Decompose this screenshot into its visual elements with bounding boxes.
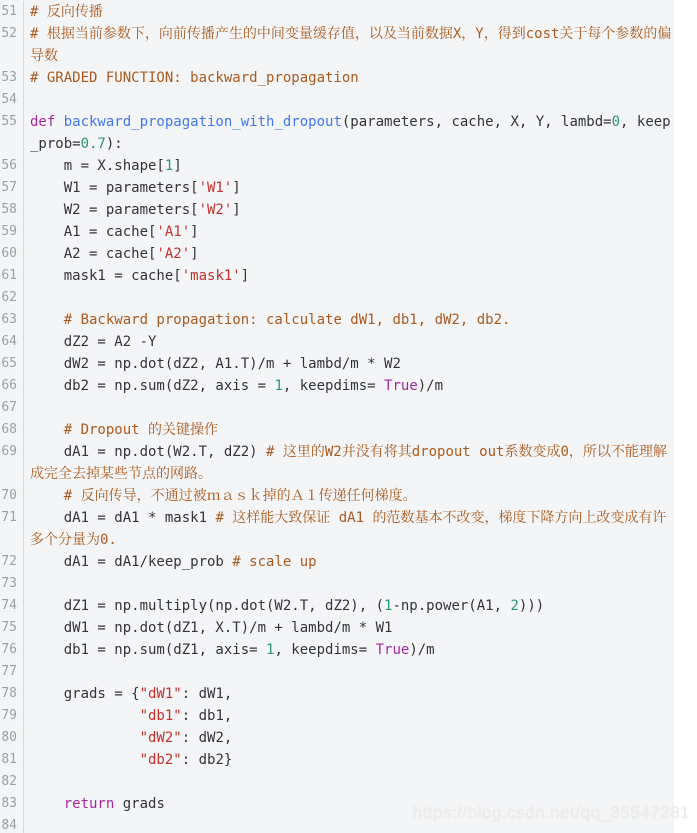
line-number: 72 xyxy=(0,551,24,573)
token-plain: dW1 = np.dot(dZ1, X.T)/m + lambd/m * W1 xyxy=(30,620,393,636)
token-plain: ] xyxy=(190,224,199,240)
code-line xyxy=(0,507,674,551)
code-text xyxy=(24,661,674,683)
token-number: 0 xyxy=(611,114,621,130)
code-text xyxy=(24,507,674,551)
code-text xyxy=(24,683,674,705)
code-line xyxy=(0,353,674,375)
line-number: 65 xyxy=(0,353,24,375)
code-line xyxy=(0,177,674,199)
code-text xyxy=(24,485,674,507)
token-plain: W1 = parameters[ xyxy=(30,180,199,196)
code-text xyxy=(24,771,674,793)
code-text xyxy=(24,111,674,155)
token-comment: # 根据当前参数下，向前传播产生的中间变量缓存值，以及当前数据X，Y，得到cost关于每个参数的偏导数 xyxy=(30,26,672,64)
line-number: 80 xyxy=(0,727,24,749)
line-number: 61 xyxy=(0,265,24,287)
line-number: 84 xyxy=(0,815,24,833)
code-line xyxy=(0,111,674,155)
line-number: 55 xyxy=(0,111,24,155)
token-plain xyxy=(30,752,140,768)
token-number: 0.7 xyxy=(80,136,106,152)
token-string: "db2" xyxy=(139,752,182,768)
token-keyword: True xyxy=(384,378,418,394)
code-text xyxy=(24,23,674,67)
line-number: 74 xyxy=(0,595,24,617)
code-line xyxy=(0,375,674,397)
token-comment: # 反向传导，不通过被ｍａｓｋ掉的Ａ１传递任何梯度。 xyxy=(63,488,417,504)
code-line xyxy=(0,639,674,661)
token-comment: # 这里的W2并没有将其dropout out系数变成0，所以不能理解成完全去掉某些节点的网路。 xyxy=(30,444,667,482)
code-line xyxy=(0,441,674,485)
token-comment: # 反向传播 xyxy=(30,4,103,20)
code-line xyxy=(0,397,674,419)
code-text xyxy=(24,331,674,353)
code-text xyxy=(24,287,674,309)
code-text xyxy=(24,177,674,199)
line-number: 63 xyxy=(0,309,24,331)
line-number: 62 xyxy=(0,287,24,309)
code-text xyxy=(24,441,674,485)
token-plain: ] xyxy=(190,246,199,262)
code-line xyxy=(0,617,674,639)
line-number: 68 xyxy=(0,419,24,441)
token-comment: # Dropout 的关键操作 xyxy=(63,422,219,438)
token-plain xyxy=(30,422,64,438)
token-number: 1 xyxy=(384,598,393,614)
code-text xyxy=(24,67,674,89)
code-text xyxy=(24,793,674,815)
line-number: 73 xyxy=(0,573,24,595)
code-line xyxy=(0,749,674,771)
token-plain: A1 = cache[ xyxy=(30,224,157,240)
token-plain xyxy=(30,708,140,724)
token-number: 1 xyxy=(266,642,275,658)
token-plain xyxy=(30,730,140,746)
token-number: 1 xyxy=(164,158,174,174)
token-string: 'A1' xyxy=(156,224,191,240)
token-plain: , keepdims= xyxy=(282,378,385,394)
code-line xyxy=(0,309,674,331)
csdn-watermark: https://blog.csdn.net/qq_35547281 xyxy=(412,803,690,822)
line-number: 51 xyxy=(0,1,24,23)
token-plain: db1 = np.sum(dZ1, axis= xyxy=(30,642,267,658)
code-line xyxy=(0,67,674,89)
line-number: 60 xyxy=(0,243,24,265)
token-comment: # GRADED FUNCTION: backward_propagation xyxy=(30,70,359,86)
code-line xyxy=(0,595,674,617)
code-text xyxy=(24,749,674,771)
token-string: "db1" xyxy=(139,708,182,724)
code-line xyxy=(0,793,674,815)
line-number: 59 xyxy=(0,221,24,243)
token-keyword: return xyxy=(63,796,115,812)
code-line xyxy=(0,771,674,793)
token-plain: db2 = np.sum(dZ2, axis = xyxy=(30,378,275,394)
code-text xyxy=(24,617,674,639)
code-line xyxy=(0,419,674,441)
code-text xyxy=(24,89,674,111)
code-line xyxy=(0,705,674,727)
token-keyword: True xyxy=(375,642,410,658)
token-string: 'A2' xyxy=(156,246,191,262)
token-plain: W2 = parameters[ xyxy=(30,202,199,218)
token-plain: -np.power(A1, xyxy=(392,598,511,614)
code-text xyxy=(24,221,674,243)
token-plain: ] xyxy=(173,158,182,174)
token-string: 'W1' xyxy=(198,180,233,196)
token-plain: , keepdims= xyxy=(274,642,376,658)
code-line xyxy=(0,727,674,749)
token-plain: )/m xyxy=(409,642,435,658)
line-number: 69 xyxy=(0,441,24,485)
token-comment: # scale up xyxy=(232,554,317,570)
token-string: "dW2" xyxy=(139,730,182,746)
line-number: 77 xyxy=(0,661,24,683)
code-lines-container xyxy=(0,1,674,833)
line-number: 56 xyxy=(0,155,24,177)
token-plain: grads xyxy=(114,796,165,812)
token-plain: )/m xyxy=(417,378,444,394)
token-plain: dA1 = dA1/keep_prob xyxy=(30,554,233,570)
code-line xyxy=(0,573,674,595)
token-string: 'W2' xyxy=(198,202,233,218)
token-plain: ))) xyxy=(518,598,545,614)
code-text xyxy=(24,595,674,617)
line-number: 81 xyxy=(0,749,24,771)
token-number: 1 xyxy=(274,378,283,394)
code-text xyxy=(24,353,674,375)
line-number: 82 xyxy=(0,771,24,793)
token-plain xyxy=(30,312,64,328)
line-number: 79 xyxy=(0,705,24,727)
line-number: 70 xyxy=(0,485,24,507)
token-string: "dW1" xyxy=(139,686,182,702)
code-text xyxy=(24,705,674,727)
token-plain: ] xyxy=(240,268,250,284)
code-line xyxy=(0,155,674,177)
code-line xyxy=(0,221,674,243)
token-plain xyxy=(30,488,64,504)
code-text xyxy=(24,397,674,419)
token-comment: # Backward propagation: calculate dW1, db1, dW2, db2. xyxy=(63,312,511,328)
code-text xyxy=(24,155,674,177)
token-keyword: def xyxy=(30,114,64,130)
token-plain: dW2 = np.dot(dZ2, A1.T)/m + lambd/m * W2 xyxy=(30,356,401,372)
code-line xyxy=(0,485,674,507)
line-number: 52 xyxy=(0,23,24,67)
token-string: 'mask1' xyxy=(181,268,241,284)
token-plain: dZ1 = np.multiply(np.dot(W2.T, dZ2), ( xyxy=(30,598,385,614)
token-function: backward_propagation_with_dropout xyxy=(63,114,342,130)
token-plain: mask1 = cache[ xyxy=(30,268,182,284)
token-plain: m = X.shape[ xyxy=(30,158,165,174)
code-line xyxy=(0,1,674,23)
line-number: 57 xyxy=(0,177,24,199)
code-line xyxy=(0,815,674,833)
line-number: 71 xyxy=(0,507,24,551)
code-line xyxy=(0,265,674,287)
code-text xyxy=(24,573,674,595)
code-line xyxy=(0,661,674,683)
code-line xyxy=(0,243,674,265)
code-text xyxy=(24,551,674,573)
code-text xyxy=(24,309,674,331)
code-text xyxy=(24,1,674,23)
token-number: 2 xyxy=(510,598,519,614)
code-text xyxy=(24,265,674,287)
token-plain: grads = { xyxy=(30,686,140,702)
code-text xyxy=(24,815,674,833)
line-number: 58 xyxy=(0,199,24,221)
code-text xyxy=(24,419,674,441)
code-line xyxy=(0,331,674,353)
line-number: 53 xyxy=(0,67,24,89)
token-plain: A2 = cache[ xyxy=(30,246,157,262)
token-plain: dZ2 = A2 -Y xyxy=(30,334,157,350)
code-text xyxy=(24,727,674,749)
token-plain: : db1, xyxy=(181,708,233,724)
code-line xyxy=(0,23,674,67)
token-plain: , keep_prob= xyxy=(30,114,671,152)
code-line xyxy=(0,287,674,309)
token-plain: ] xyxy=(232,202,241,218)
token-plain: : dW1, xyxy=(181,686,233,702)
code-text xyxy=(24,639,674,661)
line-number: 54 xyxy=(0,89,24,111)
code-text xyxy=(24,375,674,397)
line-number: 67 xyxy=(0,397,24,419)
code-line xyxy=(0,683,674,705)
code-text xyxy=(24,199,674,221)
code-text xyxy=(24,243,674,265)
line-number: 66 xyxy=(0,375,24,397)
token-plain: (parameters, cache, X, Y, lambd= xyxy=(341,114,612,130)
token-plain: ): xyxy=(105,136,123,152)
code-line xyxy=(0,89,674,111)
token-comment: # 这样能大致保证 dA1 的范数基本不改变，梯度下降方向上改变成有许多个分量为0. xyxy=(30,510,667,548)
line-number: 75 xyxy=(0,617,24,639)
token-plain: dA1 = np.dot(W2.T, dZ2) xyxy=(30,444,267,460)
line-number: 78 xyxy=(0,683,24,705)
line-number: 64 xyxy=(0,331,24,353)
token-plain: : db2} xyxy=(181,752,233,768)
token-plain xyxy=(30,796,64,812)
line-number: 83 xyxy=(0,793,24,815)
token-plain: dA1 = dA1 * mask1 xyxy=(30,510,216,526)
token-plain: ] xyxy=(232,180,241,196)
code-line xyxy=(0,551,674,573)
code-line xyxy=(0,199,674,221)
line-number: 76 xyxy=(0,639,24,661)
token-plain: : dW2, xyxy=(181,730,233,746)
